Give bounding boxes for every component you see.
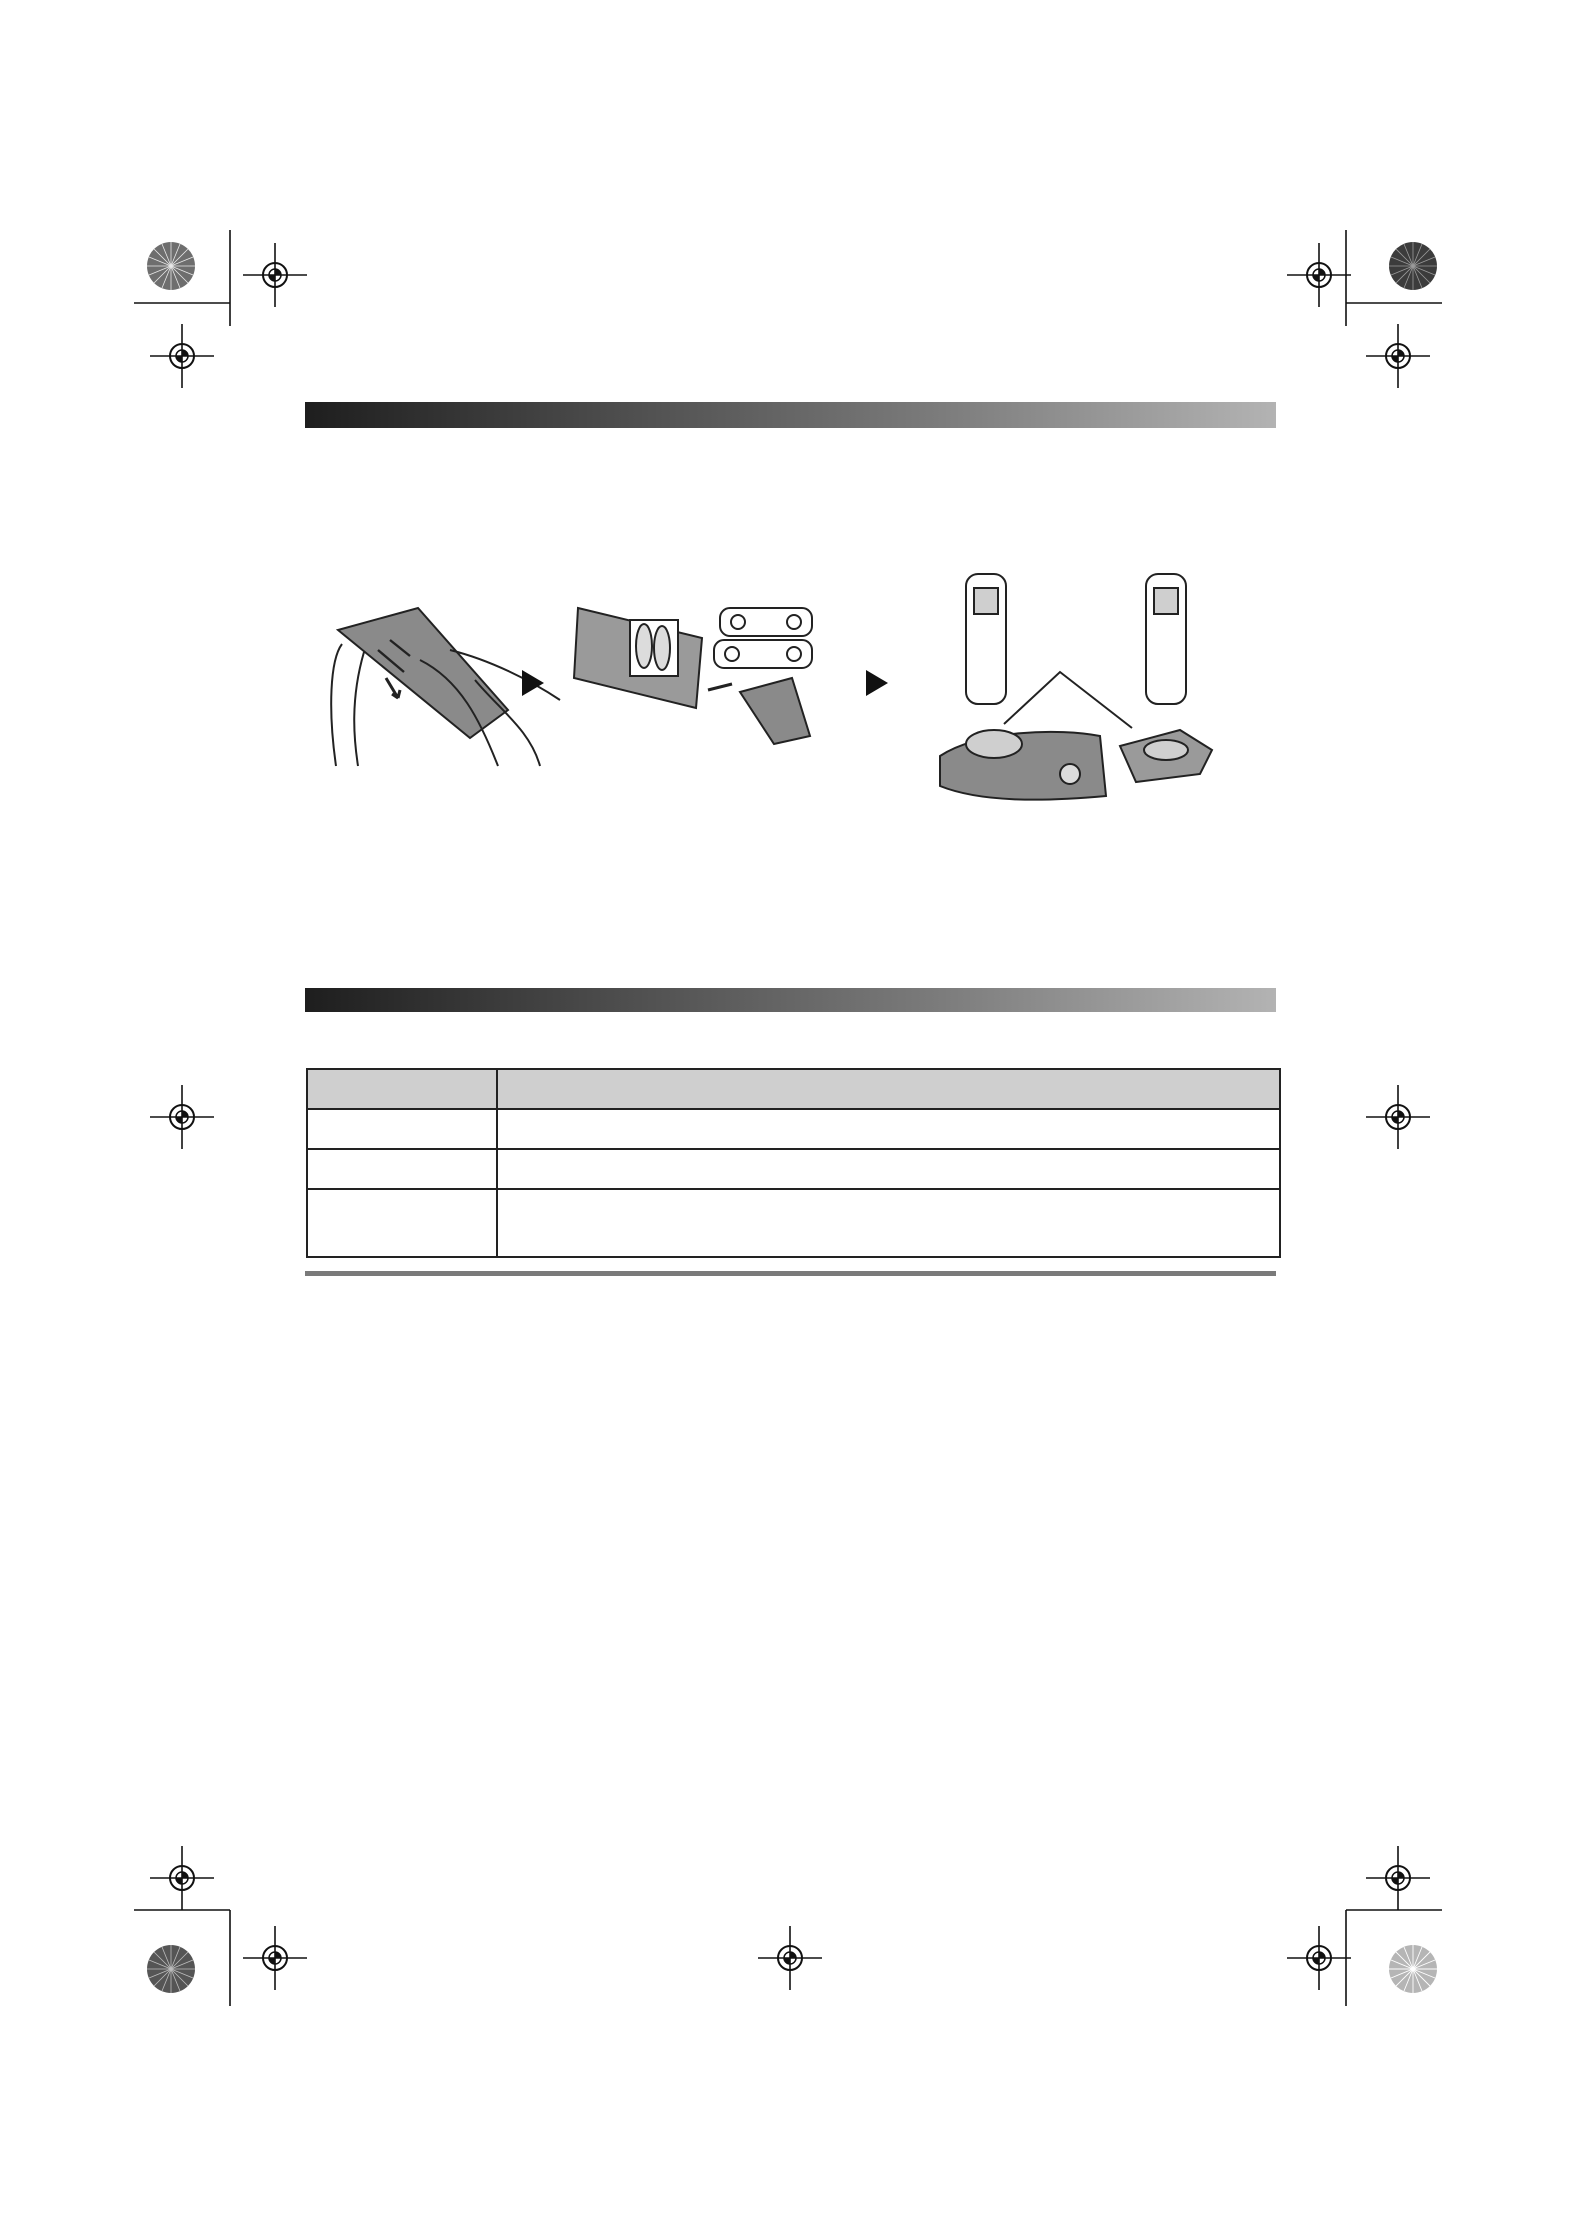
table-header-row	[307, 1069, 1280, 1109]
registration-target-icon	[758, 1926, 822, 1990]
arrow-right-triangle-icon	[866, 670, 888, 696]
table-row	[307, 1189, 1280, 1257]
registration-target-icon	[1366, 1085, 1430, 1149]
arrow-right-triangle-icon	[522, 670, 544, 696]
table-row	[307, 1149, 1280, 1189]
table-cell	[307, 1149, 497, 1189]
table-cell	[497, 1189, 1280, 1257]
registration-target-icon	[1287, 243, 1351, 307]
table-cell	[497, 1149, 1280, 1189]
section-header-bar	[305, 988, 1276, 1012]
insert-batteries-icon	[574, 608, 812, 744]
color-target-icon	[1387, 1943, 1439, 1995]
table-header-cell	[307, 1069, 497, 1109]
table-cell	[307, 1189, 497, 1257]
registration-target-icon	[150, 1085, 214, 1149]
registration-target-icon	[150, 324, 214, 388]
place-handset-on-charger-icon	[940, 574, 1212, 800]
registration-target-icon	[1366, 1846, 1430, 1910]
registration-target-icon	[150, 1846, 214, 1910]
color-target-icon	[1387, 240, 1439, 292]
registration-target-icon	[1366, 324, 1430, 388]
battery-installation-illustration	[300, 560, 1230, 860]
section-header-bar	[305, 402, 1276, 428]
table-header-cell	[497, 1069, 1280, 1109]
table-cell	[497, 1109, 1280, 1149]
info-table	[306, 1068, 1281, 1258]
section-end-rule	[305, 1271, 1276, 1276]
color-target-icon	[145, 240, 197, 292]
registration-target-icon	[1287, 1926, 1351, 1990]
table-cell	[307, 1109, 497, 1149]
registration-target-icon	[243, 1926, 307, 1990]
registration-target-icon	[243, 243, 307, 307]
table-row	[307, 1109, 1280, 1149]
color-target-icon	[145, 1943, 197, 1995]
